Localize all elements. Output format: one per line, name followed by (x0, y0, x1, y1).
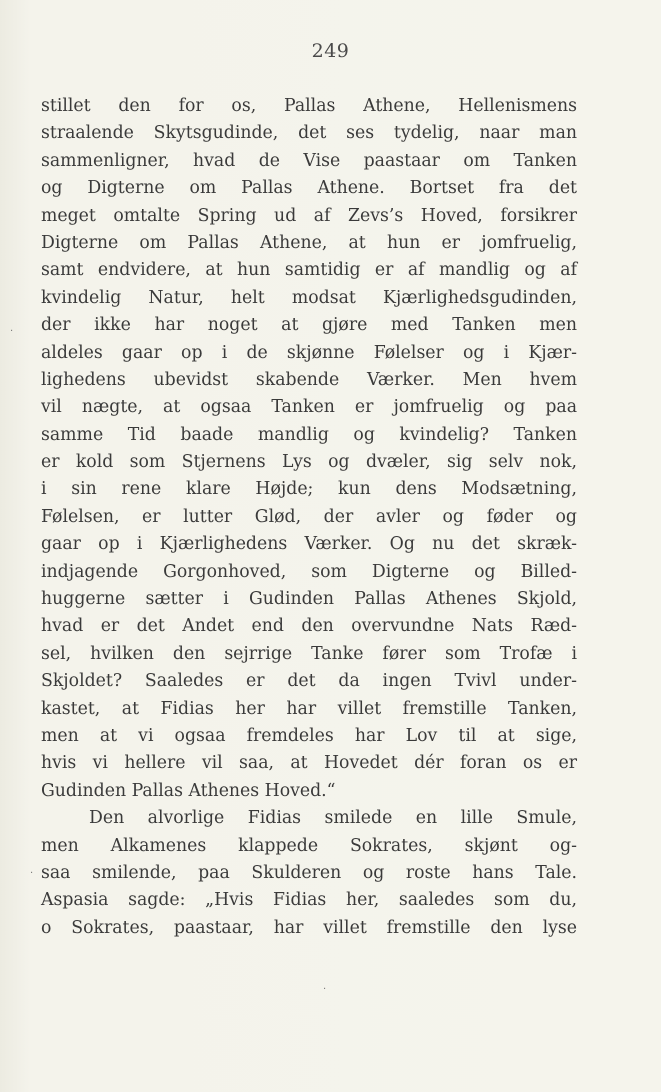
text-line: Digterne om Pallas Athene, at hun er jomfruelig, (41, 232, 577, 253)
text-line: Gudinden Pallas Athenes Hoved.“ (41, 780, 336, 801)
text-line: meget omtalte Spring ud af Zevs’s Hoved, forsikrer (41, 205, 577, 226)
text-line: der ikke har noget at gjøre med Tanken men (41, 315, 577, 336)
text-line: saa smilende, paa Skulderen og roste hans Tale. (41, 862, 577, 883)
text-line: samme Tid baade mandlig og kvindelig? Tanken (41, 424, 577, 445)
text-line: lighedens ubevidst skabende Værker. Men hvem (41, 369, 577, 390)
text-line: men Alkamenes klappede Sokrates, skjønt og- (41, 835, 577, 856)
text-line: Skjoldet? Saaledes er det da ingen Tvivl under- (41, 671, 577, 692)
text-line: sel, hvilken den sejrrige Tanke fører som Trofæ i (41, 643, 577, 664)
text-line: er kold som Stjernens Lys og dvæler, sig selv nok, (41, 452, 577, 473)
page-number: 249 (311, 40, 350, 62)
text-line: samt endvidere, at hun samtidig er af mandlig og af (41, 260, 577, 281)
margin-dot: · (10, 326, 14, 337)
body-text (41, 93, 577, 942)
text-line: Følelsen, er lutter Glød, der avler og føder og (41, 506, 577, 527)
print-speck: · (323, 984, 327, 995)
text-line: gaar op i Kjærlighedens Værker. Og nu det skræk- (41, 534, 577, 555)
text-line: Aspasia sagde: „Hvis Fidias her, saaledes som du, (41, 890, 577, 911)
text-line: huggerne sætter i Gudinden Pallas Athenes Skjold, (41, 589, 577, 610)
text-line: men at vi ogsaa fremdeles har Lov til at sige, (41, 725, 577, 746)
text-line: og Digterne om Pallas Athene. Bortset fra det (41, 178, 577, 199)
text-line: kastet, at Fidias her har villet fremstille Tanken, (41, 698, 577, 719)
text-line: hvis vi hellere vil saa, at Hovedet dér foran os er (41, 753, 577, 774)
text-line: vil nægte, at ogsaa Tanken er jomfruelig og paa (41, 397, 577, 418)
text-line: aldeles gaar op i de skjønne Følelser og i Kjær- (41, 342, 577, 363)
text-line: hvad er det Andet end den overvundne Nats Ræd- (41, 616, 577, 637)
text-line: o Sokrates, paastaar, har villet fremstille den lyse (41, 917, 577, 938)
text-line: straalende Skytsgudinde, det ses tydelig, naar man (41, 123, 577, 144)
margin-dot: · (30, 868, 34, 879)
text-line: i sin rene klare Højde; kun dens Modsætning, (41, 479, 577, 500)
text-line: kvindelig Natur, helt modsat Kjærlighedsgudinden, (41, 287, 577, 308)
text-line: indjagende Gorgonhoved, som Digterne og Billed- (41, 561, 577, 582)
text-line: stillet den for os, Pallas Athene, Hellenismens (41, 96, 577, 116)
text-line: Den alvorlige Fidias smilede en lille Smule, (89, 808, 577, 829)
text-line: sammenligner, hvad de Vise paastaar om Tanken (41, 150, 577, 171)
